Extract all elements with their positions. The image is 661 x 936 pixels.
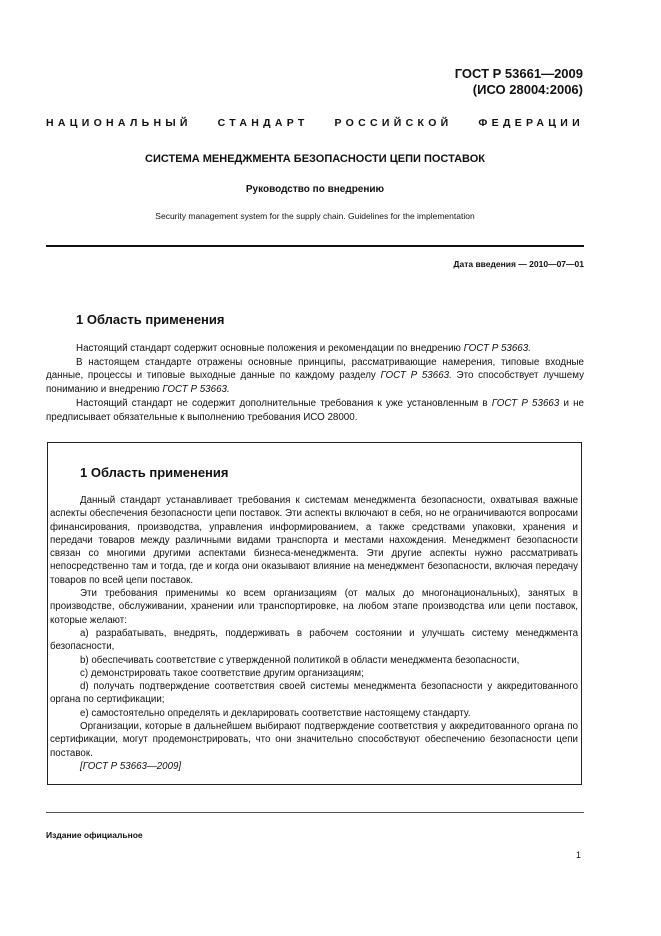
- page-number: 1: [575, 850, 581, 860]
- standard-identifier: [455, 66, 583, 98]
- section-heading: 1 Область применения: [76, 312, 225, 327]
- english-title: Security management system for the supply chain. Guidelines for the implementation: [155, 211, 475, 221]
- standard-reference: ГОСТ Р 53663.: [380, 370, 452, 382]
- quoted-paragraph: Организации, которые в дальнейшем выбирают подтверждение соответствия у аккредитованного органа по сертификации, могут продемонстрировать, что они значительно способствуют обеспечению безопасности цепи поставок.: [50, 721, 578, 759]
- document-title: СИСТЕМА МЕНЕДЖМЕНТА БЕЗОПАСНОСТИ ЦЕПИ ПОСТАВОК: [145, 153, 485, 165]
- standard-reference: ГОСТ Р 53663: [491, 397, 560, 409]
- list-item: b) обеспечивать соответствие с утвержденной политикой в области менеджмента безопасности,: [80, 654, 520, 666]
- introduction-date: Дата введения — 2010—07—01: [453, 259, 584, 269]
- paragraph: Настоящий стандарт содержит основные положения и рекомендации по внедрению ГОСТ Р 53663.: [76, 343, 531, 354]
- national-standard-banner: [46, 117, 584, 129]
- banner-word: НАЦИОНАЛЬНЫЙ: [46, 117, 192, 129]
- quoted-paragraph: Эти требования применимы ко всем организациям (от малых до многонациональных), занятых в производстве, обслуживании, хранении или транспортировке, на любом этапе производства или цепи поставок, которые желают:: [50, 588, 578, 626]
- document-subtitle: Руководство по внедрению: [245, 184, 385, 195]
- quoted-paragraph: Данный стандарт устанавливает требования к системам менеджмента безопасности, охватывая важные аспекты обеспечения безопасности цепи поставок. Эти аспекты включают в себя, но не ограничиваются вопросами финансирования, производства, управления информированием, а также средствами упаковки, хранения и передачи товаров между различными видами транспорта и местами нахождения. Менеджмент безопасности связан со многими другими аспектами бизнеса-менеджмента. Эти другие аспекты нужно рассматривать непосредственно там и тогда, где и когда они оказывают влияние на менеджмент безопасности, включая передачу товаров по всей цепи поставок.: [50, 495, 578, 586]
- standard-number: ГОСТ Р 53661—2009: [454, 66, 583, 81]
- section-body: [46, 342, 584, 424]
- banner-word: СТАНДАРТ: [217, 117, 309, 129]
- edition-label: Издание официальное: [46, 830, 143, 840]
- standard-reference: ГОСТ Р 53663.: [162, 384, 230, 396]
- paragraph: Настоящий стандарт не содержит дополнительные требования к уже установленным в ГОСТ Р 53663 и не предписывает обязательные к выполнению требования ИСО 28000.: [46, 397, 584, 423]
- quote-source-reference: [ГОСТ Р 53663—2009]: [80, 760, 182, 772]
- list-item: a) разрабатывать, внедрять, поддерживать в рабочем состоянии и улучшать систему менеджмента безопасности,: [50, 627, 578, 653]
- footer-divider: [46, 812, 584, 813]
- standard-reference: ГОСТ Р 53663.: [463, 343, 531, 354]
- quoted-section-body: [50, 494, 578, 773]
- list-item: d) получать подтверждение соответствия своей системы менеджмента безопасности у аккредитованного органа по сертификации;: [50, 681, 578, 706]
- quoted-section-heading: 1 Область применения: [80, 465, 229, 480]
- banner-word: ФЕДЕРАЦИИ: [478, 117, 584, 129]
- list-item: e) самостоятельно определять и декларировать соответствие настоящему стандарту.: [80, 707, 471, 719]
- iso-equivalent: (ИСО 28004:2006): [472, 82, 583, 97]
- list-item: c) демонстрировать такое соответствие другим организациям;: [80, 667, 364, 679]
- paragraph: В настоящем стандарте отражены основные принципы, рассматривающие намерения, типовые входные данные, процессы и типовые выходные данные по каждому разделу ГОСТ Р 53663. Это способствует лучшему пониманию и внедрению ГОСТ Р 53663.: [46, 356, 584, 396]
- banner-word: РОССИЙСКОЙ: [334, 117, 453, 129]
- title-divider: [46, 245, 584, 247]
